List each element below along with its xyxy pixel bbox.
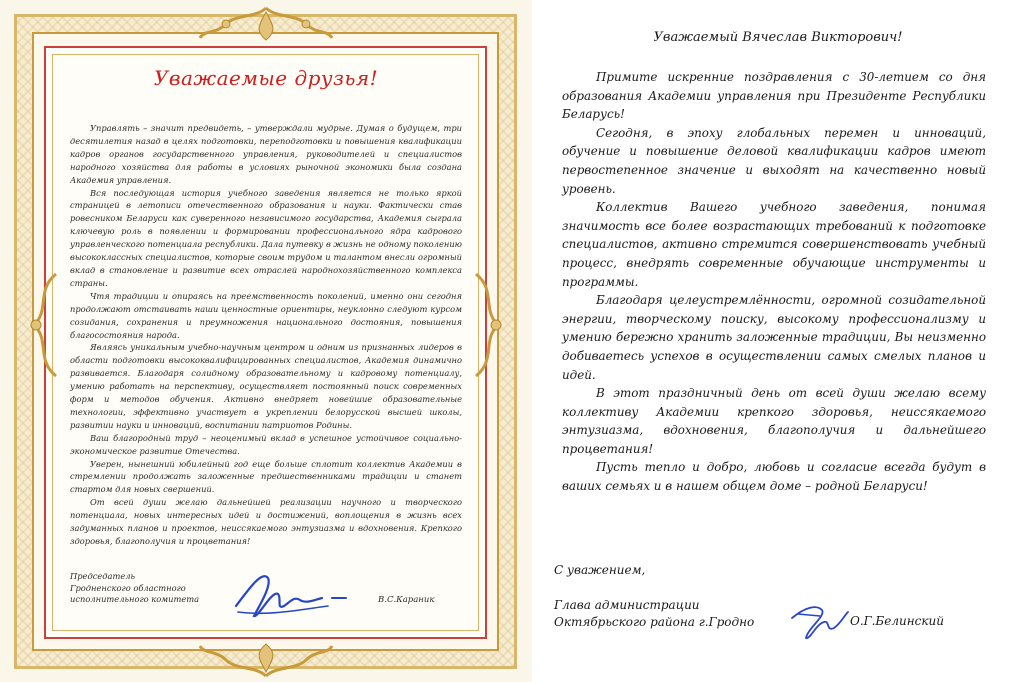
paragraph: Примите искренние поздравления с 30-летием со дня образования Академии управления при Президенте Республики Беларусь! [562,70,986,122]
handwritten-signature-icon [228,560,358,630]
paragraph: Являясь уникальным учебно-научным центром и одним из признанных лидеров в области подготовки высококвалифицированных специалистов, Академия динамично развивается. Благодаря солидному образовательному и кадровому потенциалу, умению работать на перспективу, осуществляет постоянный поиск современных форм и методов обучения. Активно внедряет новейшие образовательные технологии, эффективно участвует в укреплении белорусской высшей школы, развитии науки и инноваций, воспитании патриотов Родины. [70,342,462,430]
scroll-ornament-left-icon [26,270,60,380]
signer-title [70,571,230,606]
letter-title: Уважаемые друзья! [153,66,379,90]
signer-name: В.С.Караник [378,595,435,605]
handwritten-signature-icon [786,598,852,648]
paragraph: Пусть тепло и добро, любовь и согласие всегда будут в ваших семьях и в нашем общем доме – родной Беларуси! [562,460,986,494]
signer-title-line: Председатель [70,571,136,581]
paragraph: Ваш благородный труд – неоценимый вклад в успешное устойчивое социально-экономическое развитие Отечества. [70,432,462,456]
regards: С уважением, [554,563,646,577]
paragraph: Благодаря целеустремлённости, огромной созидательной энергии, творческому поиску, высокому профессионализму и умению бережно хранить заложенные традиции, Вы неизменно добиваетесь успехов в осуществлении самых смелых планов и идей. [562,293,986,382]
scroll-ornament-top-icon [196,4,336,44]
paragraph: Сегодня, в эпоху глобальных перемен и инноваций, обучение и повышение деловой квалификации кадров имеют первостепенное значение и выходят на качественно новый уровень. [562,125,986,196]
signer-title-line: исполнительного комитета [70,594,200,604]
signer-title [554,597,794,631]
right-letter [532,0,1024,682]
paragraph: Коллектив Вашего учебного заведения, понимая значимость все более возрастающих требований к подготовке специалистов, активно стремится совершенствовать учебный процесс, внедрять современные обучающие инструменты и программы. [562,200,986,289]
paragraph: Чтя традиции и опираясь на преемственность поколений, именно они сегодня продолжают отстаивать наши ценностные ориентиры, неуклонно следуют курсом созидания, сохранения и преумножения национального достояния, повышения благосостояния народа. [70,290,462,340]
signer-title-line: Октябрьского района г.Гродно [554,615,755,629]
scroll-ornament-right-icon [472,270,506,380]
paragraph: В этот праздничный день от всей души желаю всему коллективу Академии крепкого здоровья, неиссякаемого энтузиазма, вдохновения, благополучия и дальнейшего процветания! [562,386,986,456]
letter-body [70,122,462,548]
paragraph: Уверен, нынешний юбилейный год еще больше сплотит коллектив Академии в стремлении продолжать заложенные предшественниками традиции и станет стартом для новых свершений. [70,458,462,495]
scroll-ornament-bottom-icon [196,640,336,680]
paragraph: Вся последующая история учебного заведения является не только яркой страницей в летописи отечественного образования и науки. Фактически став ровесником Беларуси как суверенного независимого государства, Академия сыграла ключевую роль в появлении и формировании профессионального ядра кадрового управленческого потенциала республики. Дала путевку в жизнь не одному поколению высококлассных специалистов, которые своим трудом и талантом внесли огромный вклад в становление и развитие всех отраслей народнохозяйственного комплекса страны. [70,187,462,288]
signer-title-line: Гродненского областного [70,582,186,593]
letter-body [562,68,986,496]
signer-title-line: Глава администрации [554,598,700,612]
salutation: Уважаемый Вячеслав Викторович! [653,30,903,45]
paragraph: От всей души желаю дальнейшей реализации научного и творческого потенциала, новых интересных идей и достижений, воплощения в жизнь всех задуманных планов и проектов, неиссякаемого энтузиазма и вдохновения. Крепкого здоровья, благополучия и процветания! [70,497,462,546]
paragraph: Управлять – значит предвидеть, – утверждали мудрые. Думая о будущем, три десятилетия назад в целях подготовки, переподготовки и повышения квалификации кадров органов государственного управления, руководителей и специалистов народного хозяйства для работы в условиях рыночной экономики была создана Академия управления. [70,123,462,185]
signer-name: О.Г.Белинский [850,614,944,628]
